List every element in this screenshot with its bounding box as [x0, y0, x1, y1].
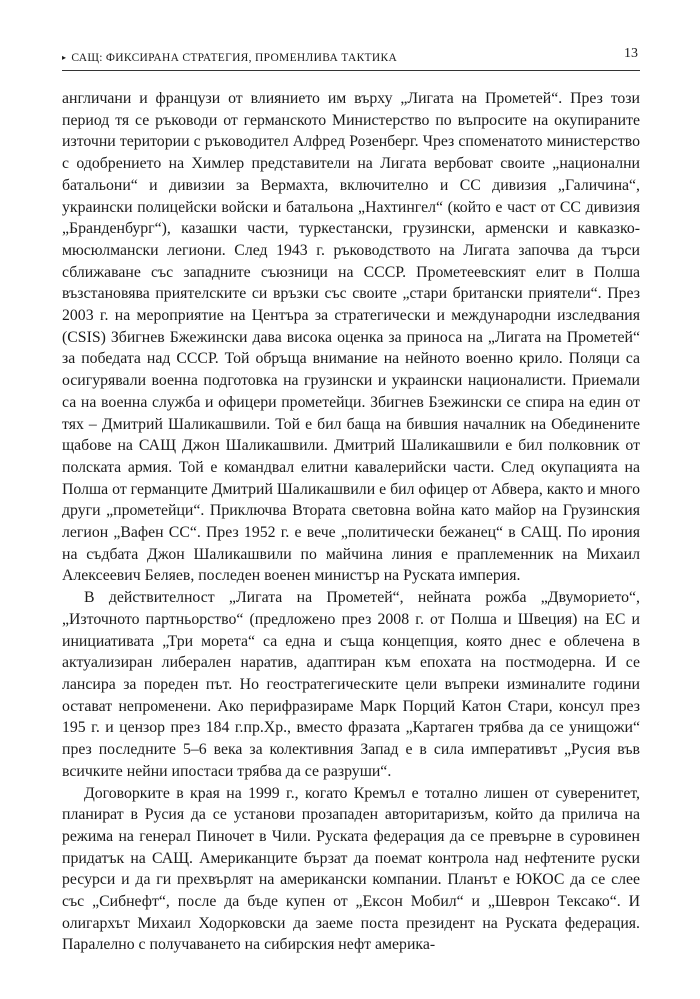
- paragraph: англичани и французи от влиянието им върху „Лигата на Прометей“. През този период тя се ръководи от германското Министерство по въпросите на окупираните източни територии с ръководител Алфред Розенберг. Чрез споменатото министерство с одобрението на Химлер представители на Лигата вербоват своите „национални батальони“ и дивизии за Вермахта, включително и СС дивизия „Галичина“, украински полицейски войски и батальона „Нахтингел“ (който е част от СС дивизия „Бранденбург“), казашки части, туркестански, грузински, арменски и кавказко-мюсюлмански легиони. След 1943 г. ръководството на Лигата започва да търси сближаване със западните съюзници на СССР. Прометеевският елит в Полша възстановява приятелските си връзки със своите „стари британски приятели“. През 2003 г. на мероприятие на Центъра за стратегически и международни изследвания (CSIS) Збигнев Бжежински дава висока оценка за приноса на „Лигата на Прометей“ за победата над СССР. Той обръща внимание на нейното военно крило. Поляци са осигурявали военна подготовка на грузински и украински националисти. Приемали са на военна служба и офицери прометейци. Збигнев Бзежински се спира на един от тях – Дмитрий Шаликашвили. Той е бил баща на бившия началник на Обединените щабове на САЩ Джон Шаликашвили. Дмитрий Шаликашвили е бил полковник от полската армия. Той е командвал елитни кавалерийски части. След окупацията на Полша от германците Дмитрий Шаликашвили е бил офицер от Абвера, както и много други „прометейци“. Приключва Втората световна война като майор на Грузинския легион „Вафен СС“. През 1952 г. е вече „политически бежанец“ в САЩ. По ирония на съдбата Джон Шаликашвили по майчина линия е праплеменник на Михаил Алексеевич Беляев, последен военен министър на Руската империя.: [62, 90, 640, 585]
- running-head: [62, 52, 397, 64]
- page-number: 13: [624, 46, 638, 61]
- paragraph: Договорките в края на 1999 г., когато Кремъл е тотално лишен от суверенитет, планират в Русия да се установи прозападен авторитаризъм, който да прилича на режима на генерал Пиночет в Чили. Руската федерация да се превърне в суровинен придатък на САЩ. Американците бързат да поемат контрола над нефтените руски ресурси и да ги прехвърлят на американски компании. Планът е ЮКОС да се слее със „Сибнефт“, после да бъде купен от „Ексон Мобил“ и „Шеврон Тексако“. И олигархът Михаил Ходорковски да заеме поста президент на Руската федерация. Паралелно с получаването на сибирския нефт америка-: [62, 784, 640, 954]
- header-rule: [62, 70, 640, 71]
- body-text: [62, 88, 640, 956]
- running-title: САЩ: ФИКСИРАНА СТРАТЕГИЯ, ПРОМЕНЛИВА ТАКТИКА: [71, 52, 398, 64]
- page-header: [62, 46, 640, 66]
- paragraph: В действителност „Лигата на Прометей“, нейната рожба „Двуморието“, „Източното партньорство“ (предложено през 2008 г. от Полша и Швеция) на ЕС и инициативата „Три морета“ са една и съща концепция, която днес е облечена в актуализиран либерален наратив, адаптиран към епохата на постмодерна. И се лансира за пореден път. Но геостратегическите цели въпреки изминалите години остават непроменени. Ако перифразираме Марк Порций Катон Стари, консул през 195 г. и цензор през 184 г.пр.Хр., вместо фразата „Картаген трябва да се унищожи“ през последните 5–6 века за колективния Запад е в сила императивът „Русия във всичките нейни ипостаси трябва да се разруши“.: [62, 589, 640, 780]
- triangle-marker-icon: ▸: [62, 53, 67, 62]
